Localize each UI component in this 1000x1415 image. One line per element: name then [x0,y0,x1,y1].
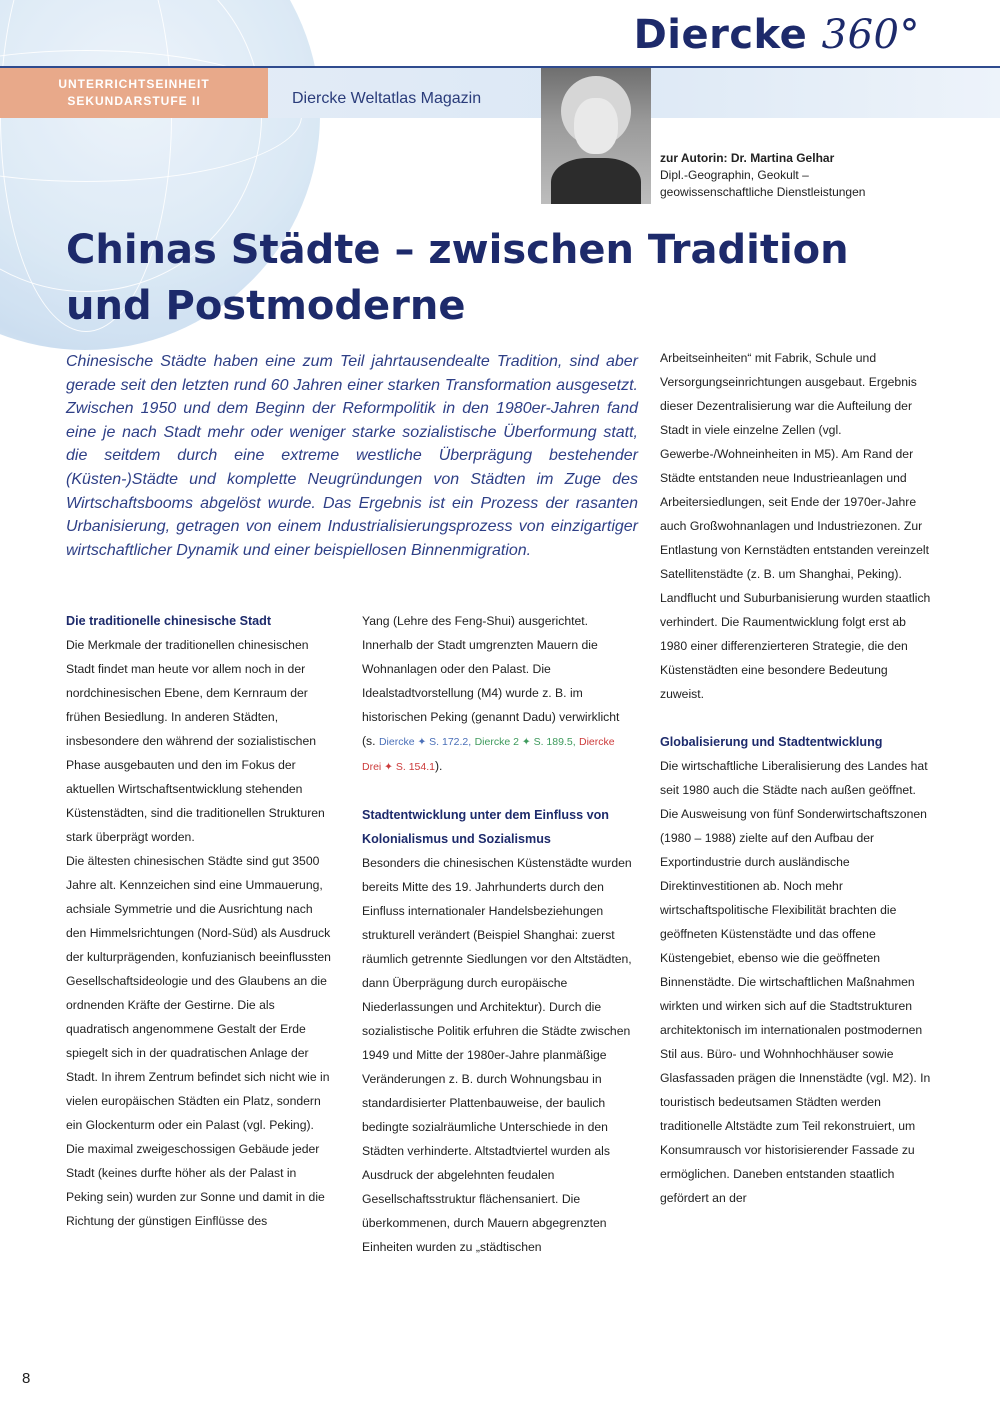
paragraph: Die wirtschaftliche Liberalisierung des Landes hat seit 1980 auch die Städte nach außen geöffnet. Die Ausweisung von fünf Sonderwirtschaftszonen (1980 – 1988) zielte auf den Aufbau der Exportindustrie durch ausländische Direktinvestitionen ab. Noch mehr wirtschaftspolitische Flexibilität brachten die geöffneten Küstenstädte und das offene Küstengebiet, ebenso wie die geöffneten Binnenstädte. Die wirtschaftlichen Maßnahmen wirkten und wirken sich auf die Stadtstrukturen architektonisch im internationalen postmodernen Stil aus. Büro- und Wohnhochhäuser sowie Glasfassaden prägen die Innenstädte (vgl. M2). In touristisch bedeutsamen Städten werden traditionelle Altstädte zum Teil rekonstruiert, um Konsumrausch vor historisierender Fassade zu ermöglichen. Daneben entstanden staatlich gefördert an der [660,759,931,1205]
section-heading-colonialism: Stadtentwicklung unter dem Einfluss von Kolonialismus und Sozialismus [362,808,610,846]
article-title: Chinas Städte – zwischen Tradition und Postmoderne [66,227,849,329]
atlas-reference[interactable]: Diercke ✦ S. 172.2, [378,736,472,748]
column-2 [362,609,632,1259]
section-heading-globalization: Globalisierung und Stadtentwicklung [660,735,883,749]
paragraph: Die Merkmale der traditionellen chinesischen Stadt findet man heute vor allem noch in der nordchinesischen Ebene, dem Kernraum der frühen Besiedlung. In anderen Städten, insbesondere den während der sozialistischen Phase ausgebauten und den im Fokus der aktuellen Wirtschaftsentwicklung stehenden Küstenstädten, sind die traditionellen Strukturen stark überprägt worden. [66,638,325,844]
section-heading-traditional: Die traditionelle chinesische Stadt [66,614,272,628]
paragraph: Yang (Lehre des Feng-Shui) ausgerichtet. Innerhalb der Stadt umgrenzten Mauern die Wohnanlagen oder den Palast. Die Idealstadtvorstellung (M4) wurde z. B. im historischen Peking (genannt Dadu) verwirklicht (s. Diercke ✦ S. 172.2, Diercke 2 ✦ S. 189.5, Diercke Drei ✦ S. 154.1). [362,614,620,773]
brand-logo: Diercke 360° [633,12,920,58]
paragraph: Besonders die chinesischen Küstenstädte wurden bereits Mitte des 19. Jahrhunderts durch den Einfluss internationaler Handelsbeziehungen strukturell verändert (Beispiel Shanghai: zuerst räumlich getrennte Siedlungen vor den Altstädten, dann Überprägung durch europäische Niederlassungen und Architektur). Durch die sozialistische Politik erfuhren die Städte zwischen 1949 und Mitte der 1980er-Jahre planmäßige Veränderungen z. B. durch Wohnungsbau in standardisierter Plattenbauweise, der baulich bedingte sozialräumliche Unterschiede in den Städten verhinderte. Altstadtviertel wurden als Ausdruck der abgelehnten feudalen Gesellschaftsstruktur flächensaniert. Die überkommenen, durch Mauern abgegrenzten Einheiten wurden zu „städtischen [362,856,632,1254]
unit-label-line2: SEKUNDARSTUFE II [67,94,201,108]
unit-label-line1: UNTERRICHTSEINHEIT [58,77,210,91]
atlas-reference[interactable]: Diercke 2 ✦ S. 189.5, [474,736,576,748]
author-profession: Dipl.-Geographin, Geokult – [660,168,809,182]
author-info [660,150,865,201]
article-lead: Chinesische Städte haben eine zum Teil jahrtausendealte Tradition, sind aber gerade seit den letzten rund 60 Jahren einer starken Transformation ausgesetzt. Zwischen 1950 und dem Beginn der Reformpolitik in den 1980er-Jahren fand eine je nach Stadt mehr oder weniger starke sozialistische Überformung statt, die seitdem durch eine extreme westliche Überprägung bestehender (Küsten-)Städte und komplette Neugründungen von Städten im Zuge des Wirtschaftsbooms abgelöst wurde. Das Ergebnis ist ein Prozess der rasanten Urbanisierung, getragen von einem Industrialisierungsprozess von einzigartiger wirtschaftlicher Dynamik und einer beispiellosen Binnenmigration. [66,353,638,559]
author-photo [541,68,651,204]
author-name: zur Autorin: Dr. Martina Gelhar [660,151,835,165]
magazine-name: Diercke Weltatlas Magazin [292,90,482,107]
paragraph: Arbeitseinheiten“ mit Fabrik, Schule und Versorgungseinrichtungen ausgebaut. Ergebnis dieser Dezentralisierung war die Aufteilung der Stadt in viele einzelne Zellen (vgl. Gewerbe-/Wohneinheiten in M5). Am Rand der Städte entstanden neue Industrieanlagen und Arbeitersiedlungen, seit Ende der 1970er-Jahre auch Großwohnanlagen und Industriezonen. Zur Entlastung von Kernstädten entstanden vereinzelt Satellitenstädte (z. B. um Shanghai, Peking). Landflucht und Suburbanisierung wurden staatlich verhindert. Die Raumentwicklung folgt erst ab 1980 einer differenzierteren Strategie, die den Küstenstädten eine besondere Bedeutung zuweist. [660,351,931,701]
column-1 [66,609,334,1233]
page-number: 8 [22,1370,31,1387]
unit-label [0,68,268,118]
atlas-reference[interactable]: Diercke Drei ✦ S. 154.1 [362,736,615,773]
author-company: geowissenschaftliche Dienstleistungen [660,185,866,199]
paragraph: Die ältesten chinesischen Städte sind gut 3500 Jahre alt. Kennzeichen sind eine Ummauerung, achsiale Symmetrie und die Ausrichtung nach den Himmelsrichtungen (Nord-Süd) als Ausdruck der kulturprägenden, konfuzianisch beeinflussten Gesellschaftsideologie und des Glaubens an die ordnenden Kräfte der Gestirne. Die als quadratisch angenommene Gestalt der Erde spiegelt sich in der quadratischen Anlage der Stadt. In ihrem Zentrum befindet sich nicht wie in vielen europäischen Städten ein Platz, sondern ein Glockenturm oder ein Palast (vgl. Peking). Die maximal zweigeschossigen Gebäude jeder Stadt (keines durfte höher als der Palast in Peking sein) wurden zur Sonne und damit in die Richtung der günstigen Einflüsse des [66,854,331,1228]
column-3 [660,346,932,1210]
